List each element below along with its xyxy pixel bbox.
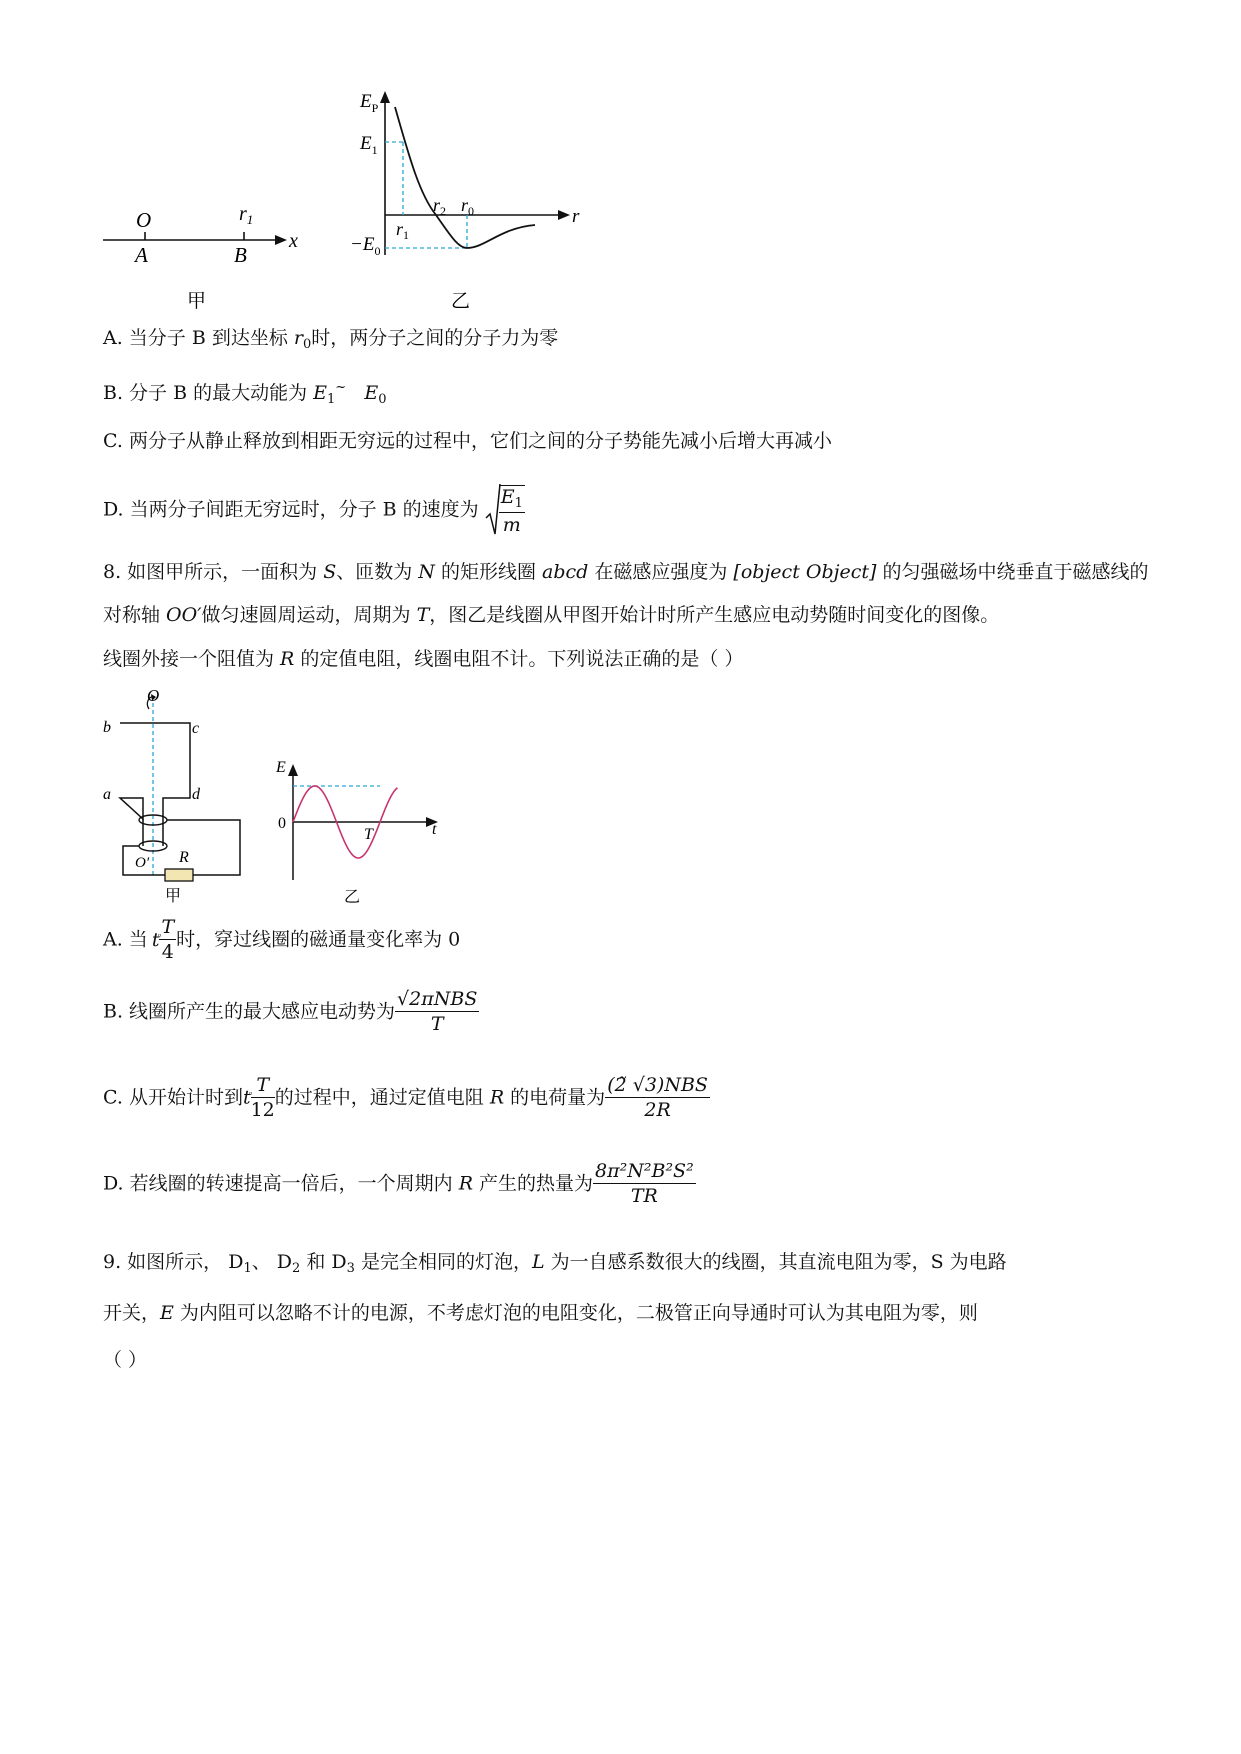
q8-stem-line-3: 线圈外接一个阻值为 R 的定值电阻，线圈电阻不计。下列说法正确的是（ ） xyxy=(103,648,744,670)
q7-option-b: B. 分子 B 的最大动能为 $E_1^\sim$ $E_0$ xyxy=(103,380,387,407)
q9-stem-line-2: 开关，E 为内阻可以忽略不计的电源，不考虑灯泡的电阻变化，二极管正向导通时可认为其电阻为零，则 xyxy=(103,1302,978,1324)
svg-text:a: a xyxy=(103,786,111,803)
svg-text:t: t xyxy=(432,821,437,838)
q8-option-c: C. 从开始计时到t $\frac{T}{12}$ 的过程中，通过定值电阻 R 的电荷量为 $\frac{\text{(2̃ √3)NBS}}{2R}$ xyxy=(103,1074,708,1121)
svg-text:EP: $E_P$ xyxy=(360,91,379,115)
origin-label-O: O xyxy=(136,208,152,232)
svg-text:E1: $E_1$ xyxy=(360,133,378,157)
figure-7-yi-potential-energy-graph xyxy=(350,85,600,315)
q7-option-c: C. 两分子从静止释放到相距无穷远的过程中，它们之间的分子势能先减小后增大再减小 xyxy=(103,430,832,452)
q8-option-d: D. 若线圈的转速提高一倍后，一个周期内 R 产生的热量为 $\frac{\text{8π²N²B²S²}}{TR}$ xyxy=(103,1160,694,1207)
figure-8-yi-emf-graph xyxy=(270,748,450,908)
svg-text:E: E xyxy=(276,759,286,776)
q8-option-b: B. 线圈所产生的最大感应电动势为 $\frac{\text{√2πNBS}}{T}$ xyxy=(103,988,478,1035)
q8-stem-line-1: 8. 如图甲所示，一面积为 S、匝数为 N 的矩形线圈 abcd 在磁感应强度为 [object Object] 的匀强磁场中绕垂直于磁感线的 xyxy=(103,561,1149,583)
svg-text:r1: $r_1$ xyxy=(239,203,254,227)
q7-option-a: A. 当分子 B 到达坐标 $r_0$时，两分子之间的分子力为零 xyxy=(103,327,559,352)
svg-text:R: R xyxy=(179,849,189,866)
q9-stem-line-3: （ ） xyxy=(103,1349,148,1371)
q8-stem-line-2: 对称轴 OO′做匀速圆周运动，周期为 T，图乙是线圈从甲图开始计时所产生感应电动势随时间变化的图像。 xyxy=(103,604,1000,626)
svg-text:r0: $r_0$ xyxy=(461,195,475,218)
q9-stem-line-1: 9. 如图所示， $D_1$、 $D_2$ 和 $D_3$ 是完全相同的灯泡，L 为一自感系数很大的线圈，其直流电阻为零，S 为电路 xyxy=(103,1251,1007,1276)
molecule-A-label: A xyxy=(135,243,148,267)
caption-jia: 甲 xyxy=(187,291,207,312)
potential-energy-curve xyxy=(395,107,535,248)
caption-yi: 乙 xyxy=(344,889,361,906)
svg-text:O: O xyxy=(147,686,160,705)
svg-text:b: b xyxy=(103,719,111,736)
caption-yi: 乙 xyxy=(451,291,471,312)
figure-7-jia xyxy=(95,200,325,320)
sine-curve xyxy=(293,783,412,858)
molecule-B-label: B xyxy=(234,243,247,267)
q7-option-d: D. 当两分子间距无穷远时，分子 B 的速度为 $\frac{E_1}{m}$ xyxy=(103,482,525,538)
q8-option-a: A. 当 t $\frac{T}{4}$ 时，穿过线圈的磁通量变化率为 0 xyxy=(103,916,461,963)
svg-text:T: T xyxy=(364,826,373,843)
r1-label: r xyxy=(239,203,247,225)
svg-text:c: c xyxy=(192,720,200,737)
svg-text:r: r xyxy=(572,206,580,227)
resistor-symbol xyxy=(165,869,193,881)
svg-text:−E0: $-E_0$ xyxy=(350,234,381,258)
svg-text:d: d xyxy=(192,786,200,803)
figure-8-jia-coil-circuit xyxy=(95,683,255,908)
svg-text:r1: $r_1$ xyxy=(396,219,410,242)
svg-text:r2: $r_2$ xyxy=(433,195,447,218)
svg-text:0: 0 xyxy=(278,815,286,832)
caption-jia: 甲 xyxy=(165,888,182,905)
svg-text:O′: O′ xyxy=(135,855,150,871)
x-axis-label: x xyxy=(289,230,298,252)
